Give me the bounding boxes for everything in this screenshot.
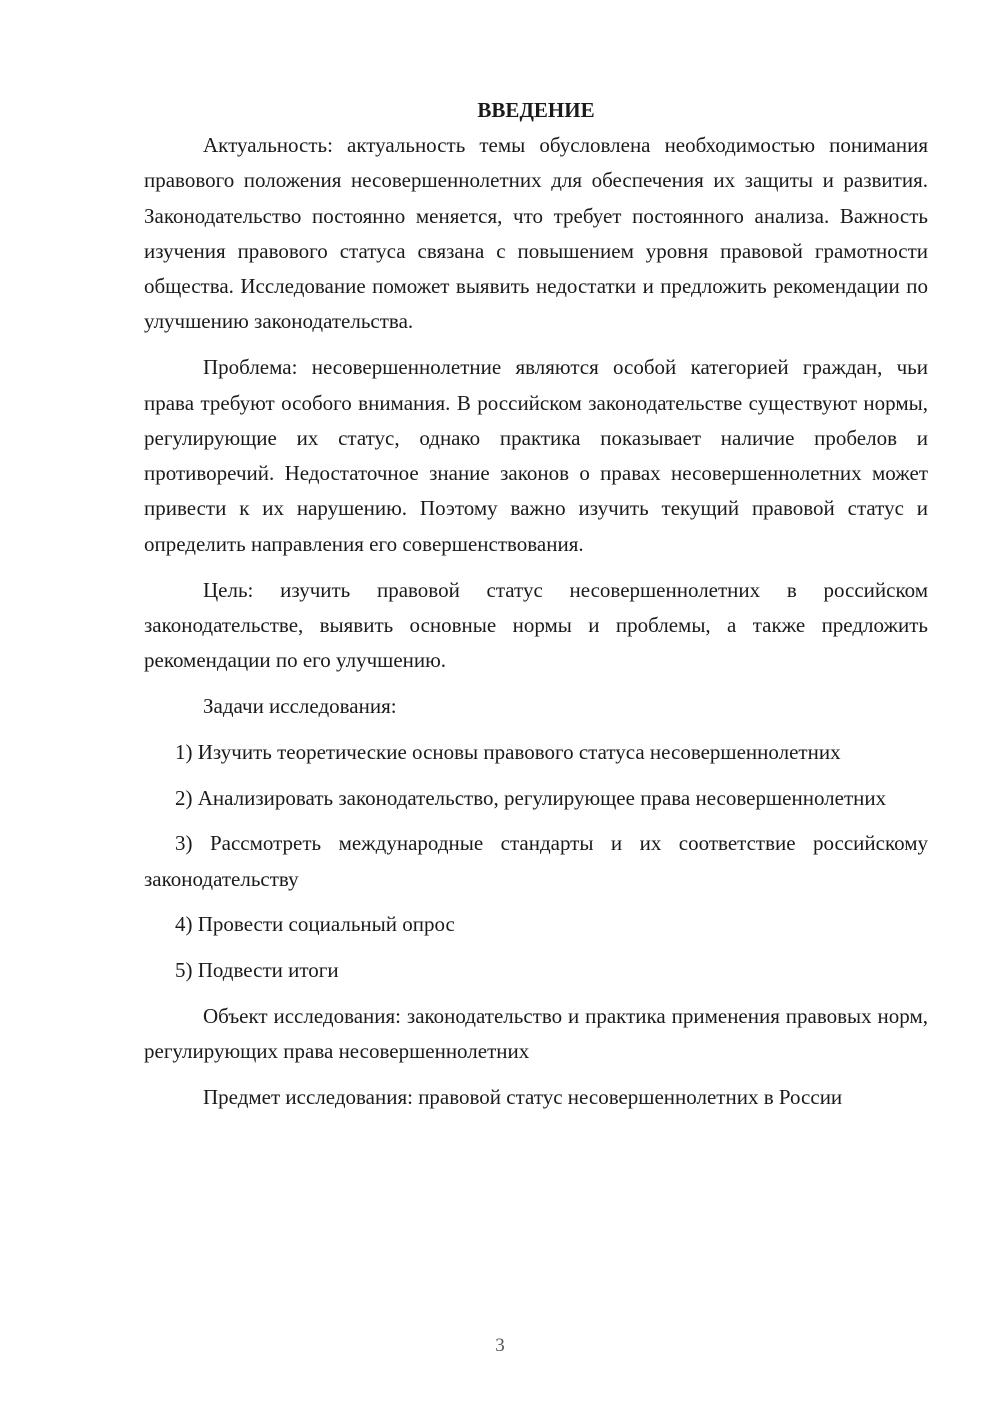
task-item-2: 2) Анализировать законодательство, регулирующее права несовершеннолетних [175, 785, 887, 810]
paragraph-goal: Цель: изучить правовой статус несовершеннолетних в российском законодательстве, выявить основные нормы и проблемы, а также предложить рекомендации по его улучшению. [144, 577, 928, 673]
task-item-1: 1) Изучить теоретические основы правового статуса несовершеннолетних [175, 739, 841, 764]
task-item-4: 4) Провести социальный опрос [175, 912, 455, 937]
paragraph-object: Объект исследования: законодательство и практика применения правовых норм, регулирующих права несовершеннолетних [144, 1004, 928, 1064]
task-item-3: 3) Рассмотреть международные стандарты и их соответствие российскому законодательству [144, 831, 928, 891]
section-title: ВВЕДЕНИЕ [477, 98, 595, 122]
paragraph-subject: Предмет исследования: правовой статус несовершеннолетних в России [203, 1085, 843, 1110]
page-number: 3 [495, 1335, 505, 1356]
tasks-heading: Задачи исследования: [203, 693, 397, 718]
paragraph-problem: Проблема: несовершеннолетние являются особой категорией граждан, чьи права требуют особого внимания. В российском законодательстве существуют нормы, регулирующие их статус, однако практика показывает наличие пробелов и противоречий. Недостаточное знание законов о правах несовершеннолетних может привести к их нарушению. Поэтому важно изучить текущий правовой статус и определить направления его совершенствования. [144, 355, 928, 556]
task-item-5: 5) Подвести итоги [175, 958, 339, 983]
page-content [144, 93, 928, 1126]
paragraph-relevance: Актуальность: актуальность темы обусловлена необходимостью понимания правового положения несовершеннолетних для обеспечения их защиты и развития. Законодательство постоянно меняется, что требует постоянного анализа. Важность изучения правового статуса связана с повышением уровня правовой грамотности общества. Исследование поможет выявить недостатки и предложить рекомендации по улучшению законодательства. [144, 133, 928, 334]
